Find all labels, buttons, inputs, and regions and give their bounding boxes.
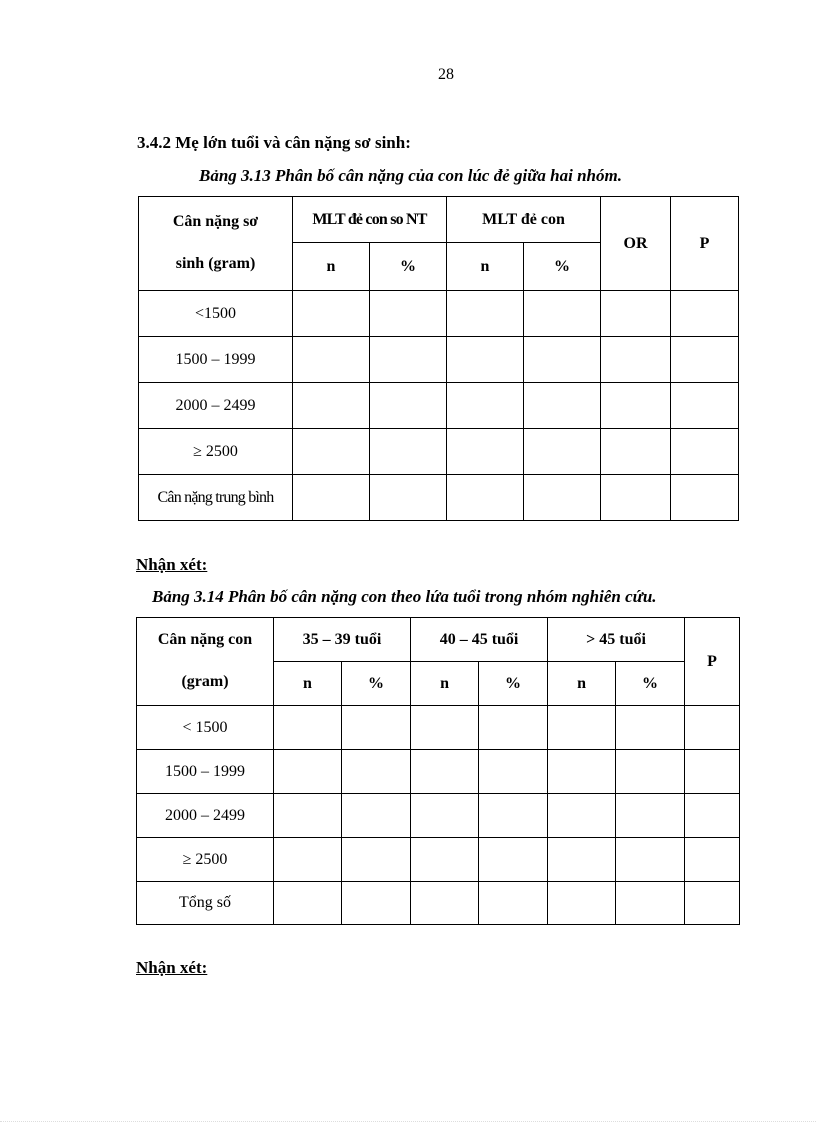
- group-header-multiparous: MLT đẻ con: [447, 197, 601, 243]
- pct-header: %: [524, 243, 601, 291]
- or-header: OR: [601, 197, 671, 291]
- table-row: [139, 337, 739, 383]
- row-label-line1: Cân nặng con: [157, 630, 253, 648]
- row-label: ≥ 2500: [137, 838, 274, 882]
- table-row: [139, 475, 739, 521]
- table-row: [139, 291, 739, 337]
- age-group-header: 35 – 39 tuổi: [274, 618, 411, 662]
- table-row: [139, 383, 739, 429]
- birth-weight-by-age-table: [136, 617, 740, 925]
- row-label-line2: (gram): [181, 672, 229, 690]
- age-group-header: 40 – 45 tuổi: [411, 618, 548, 662]
- page-number: 28: [438, 66, 454, 83]
- n-header: n: [274, 662, 342, 706]
- row-label: 1500 – 1999: [139, 337, 293, 383]
- p-header: P: [685, 618, 740, 706]
- row-label: < 1500: [137, 706, 274, 750]
- remark-label: Nhận xét:: [136, 555, 208, 574]
- row-label: ≥ 2500: [139, 429, 293, 475]
- birth-weight-by-group-table: [138, 196, 739, 521]
- row-label: 1500 – 1999: [137, 750, 274, 794]
- section-heading: 3.4.2 Mẹ lớn tuổi và cân nặng sơ sinh:: [137, 133, 411, 152]
- pct-header: %: [342, 662, 411, 706]
- row-label-header: [137, 618, 274, 706]
- table-row: [137, 882, 740, 925]
- table-row: [137, 750, 740, 794]
- table-row: [139, 429, 739, 475]
- n-header: n: [293, 243, 370, 291]
- row-label: Cân nặng trung bình: [139, 475, 293, 521]
- n-header: n: [548, 662, 616, 706]
- row-label-line1: Cân nặng sơ: [172, 212, 259, 230]
- group-header-primiparous: MLT đẻ con so NT: [293, 197, 447, 243]
- remark-label: Nhận xét:: [136, 958, 208, 977]
- pct-header: %: [479, 662, 548, 706]
- row-label-line2: sinh (gram): [175, 254, 256, 272]
- pct-header: %: [370, 243, 447, 291]
- pct-header: %: [616, 662, 685, 706]
- table-row: [137, 706, 740, 750]
- p-header: P: [671, 197, 739, 291]
- row-label: Tổng số: [137, 882, 274, 925]
- row-label-header: [139, 197, 293, 291]
- n-header: n: [411, 662, 479, 706]
- n-header: n: [447, 243, 524, 291]
- table-row: [137, 838, 740, 882]
- row-label: 2000 – 2499: [139, 383, 293, 429]
- row-label: <1500: [139, 291, 293, 337]
- table-caption: Bảng 3.14 Phân bố cân nặng con theo lứa tuổi trong nhóm nghiên cứu.: [152, 587, 657, 606]
- table-row: [137, 794, 740, 838]
- table-caption: Bảng 3.13 Phân bố cân nặng của con lúc đẻ giữa hai nhóm.: [199, 166, 622, 185]
- row-label: 2000 – 2499: [137, 794, 274, 838]
- age-group-header: > 45 tuổi: [548, 618, 685, 662]
- page-bottom-rule: [0, 1121, 816, 1122]
